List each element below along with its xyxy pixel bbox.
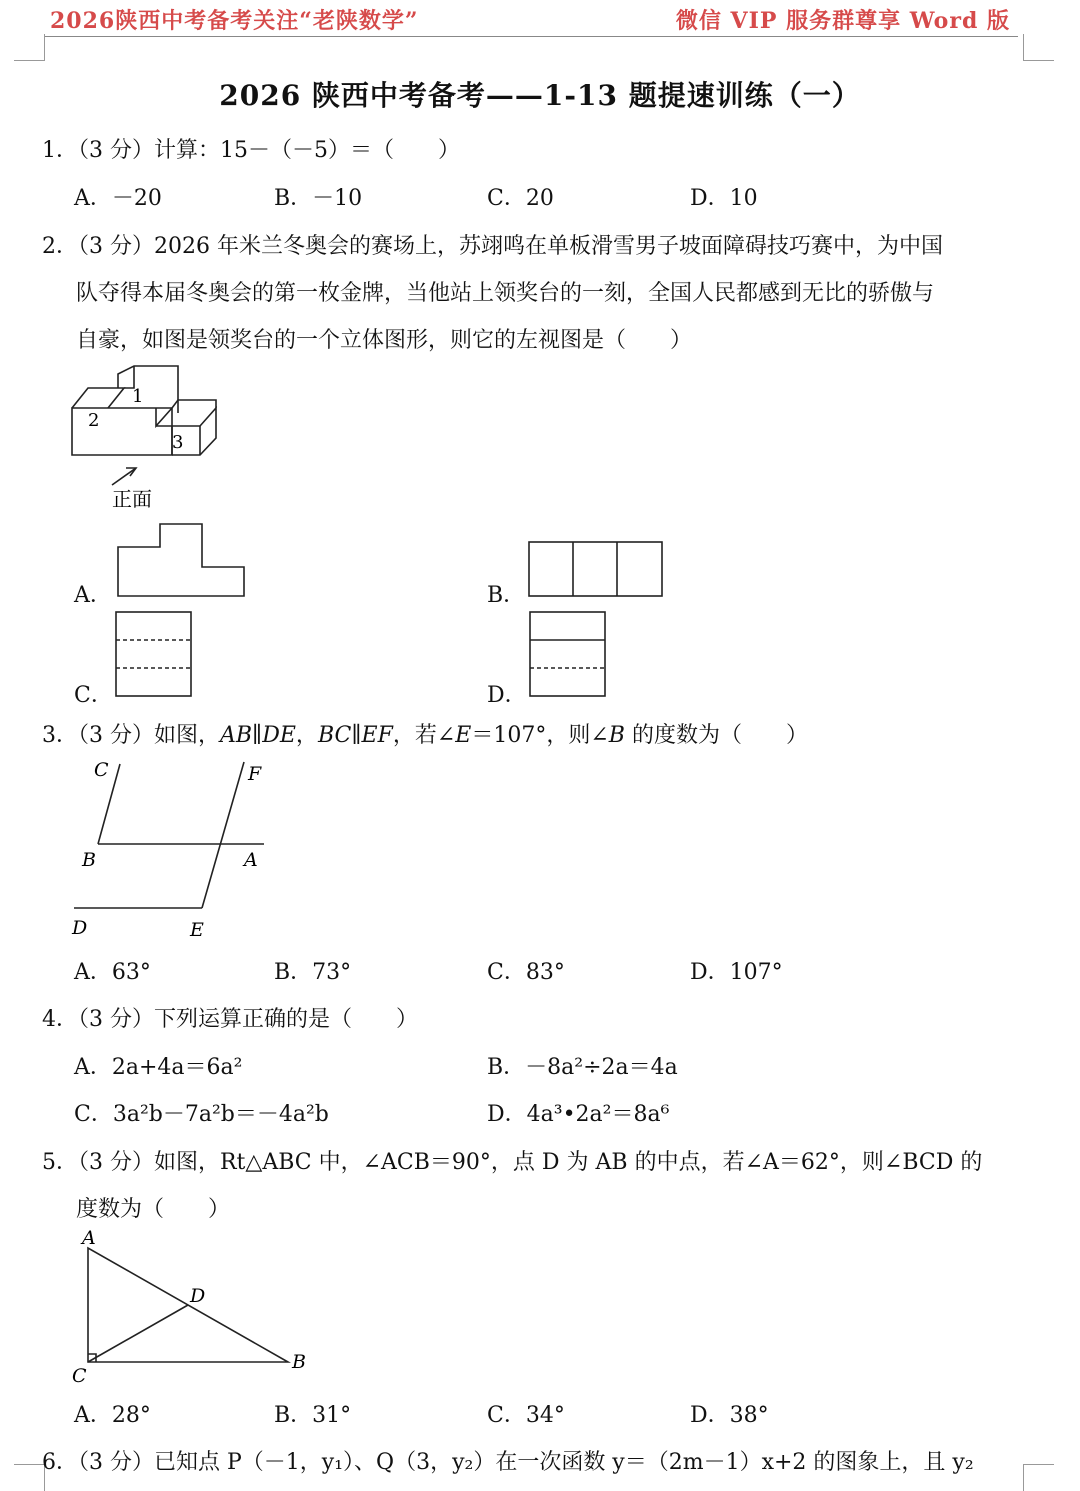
crop-mark-bottom-left — [14, 1464, 45, 1491]
question-text: （3 分）计算：15－（－5）＝（ ） — [78, 138, 460, 163]
podium-label-1: 1 — [132, 386, 144, 407]
podium-front — [72, 408, 172, 455]
crop-mark-bottom-right — [1023, 1464, 1054, 1491]
condition-bc-ef: BC∥EF — [317, 723, 393, 748]
question-text: （3 分）2026 年米兰冬奥会的赛场上，苏翊鸣在单板滑雪男子坡面障碍技巧赛中，为中国 — [78, 234, 943, 259]
question-2-line-3: 自豪，如图是领奖台的一个立体图形，则它的左视图是（ ） — [76, 328, 693, 353]
header-right-text: 微信 VIP 服务群尊享 Word 版 — [675, 8, 1010, 34]
label-d: D — [72, 917, 88, 939]
question-2-line-1 — [42, 229, 943, 260]
front-label: 正面 — [112, 487, 152, 511]
podium-figure — [60, 360, 230, 520]
header-rule — [44, 36, 1018, 37]
question-3 — [42, 718, 808, 749]
question-text: 的度数为（ ） — [624, 723, 808, 748]
question-number: 3． — [42, 723, 78, 748]
question-6 — [42, 1445, 974, 1476]
podium-label-2: 2 — [88, 410, 100, 431]
question-4 — [42, 1002, 418, 1033]
label-b: B — [292, 1351, 306, 1373]
angle-var: E — [455, 723, 472, 748]
q4-option-b: B．－8a²÷2a＝4a — [487, 1055, 678, 1080]
q2-option-b-label: B． — [487, 583, 526, 608]
q3-option-a: A．63° — [74, 960, 151, 985]
segment-ef — [202, 762, 244, 908]
label-f: F — [248, 763, 262, 785]
angle-var: B — [608, 723, 625, 748]
q2-option-c-figure — [115, 611, 193, 697]
q3-option-c: C．83° — [487, 960, 565, 985]
label-c: C — [72, 1365, 87, 1387]
q4-option-c: C．3a²b－7a²b＝－4a²b — [74, 1102, 329, 1127]
question-text: （3 分）已知点 P（－1，y₁）、Q（3，y₂）在一次函数 y＝（2m－1）x+2 的图象上，且 y₂ — [78, 1450, 974, 1475]
question-number: 4． — [42, 1007, 78, 1032]
q3-option-d: D．107° — [690, 960, 783, 985]
q2-option-d-label: D． — [487, 683, 527, 708]
podium-edge — [156, 408, 172, 426]
parallel-lines-figure — [62, 756, 272, 946]
q2-option-b-figure — [528, 541, 664, 599]
q2-option-d-figure — [529, 611, 607, 697]
question-number: 1． — [42, 138, 78, 163]
front-arrow — [112, 468, 136, 485]
question-text: （3 分）下列运算正确的是（ ） — [78, 1007, 418, 1032]
separator: ， — [295, 723, 318, 748]
podium-label-3: 3 — [172, 432, 184, 453]
crop-mark-top-right — [1023, 34, 1054, 61]
page-title: 2026 陕西中考备考——1-13 题提速训练（一） — [219, 79, 861, 112]
q5-option-c: C．34° — [487, 1403, 565, 1428]
q2-option-a-label: A． — [74, 583, 112, 608]
q5-option-b: B．31° — [274, 1403, 352, 1428]
q1-option-b: B．－10 — [274, 186, 363, 211]
q1-option-c: C．20 — [487, 186, 554, 211]
podium-center-top — [118, 366, 178, 413]
question-2-line-2: 队夺得本届冬奥会的第一枚金牌，当他站上领奖台的一刻，全国人民都感到无比的骄傲与 — [76, 281, 935, 306]
q5-option-d: D．38° — [690, 1403, 769, 1428]
label-c: C — [94, 759, 109, 781]
question-5-line-1 — [42, 1145, 982, 1176]
q5-option-a: A．28° — [74, 1403, 151, 1428]
q3-option-b: B．73° — [274, 960, 352, 985]
question-1 — [42, 133, 460, 164]
question-number: 2． — [42, 234, 78, 259]
q1-option-a: A．－20 — [74, 186, 162, 211]
podium-left-top — [72, 388, 124, 408]
label-a: A — [244, 849, 258, 871]
right-triangle-figure — [66, 1226, 326, 1390]
question-text: ，若∠ — [392, 723, 456, 748]
crop-mark-top-left — [14, 34, 45, 61]
label-b: B — [82, 849, 96, 871]
label-e: E — [190, 919, 204, 941]
q4-option-d: D．4a³•2a²＝8a⁶ — [487, 1102, 670, 1127]
question-number: 5． — [42, 1150, 78, 1175]
q2-option-c-label: C． — [74, 683, 113, 708]
header-left-text: 2026陕西中考备考关注“老陕数学” — [50, 8, 419, 34]
q2-option-a-figure — [116, 522, 246, 598]
label-d: D — [190, 1285, 206, 1307]
question-text: ＝107°，则∠ — [471, 723, 609, 748]
q4-option-a: A．2a+4a＝6a² — [74, 1055, 243, 1080]
question-text: （3 分）如图， — [78, 723, 220, 748]
median-cd — [88, 1305, 188, 1362]
label-a: A — [82, 1227, 96, 1249]
question-5-line-2: 度数为（ ） — [76, 1197, 231, 1222]
question-text: （3 分）如图，Rt△ABC 中，∠ACB＝90°，点 D 为 AB 的中点，若∠A＝62°，则∠BCD 的 — [78, 1150, 983, 1175]
question-number: 6． — [42, 1450, 78, 1475]
q1-option-d: D．10 — [690, 186, 758, 211]
condition-ab-de: AB∥DE — [220, 723, 296, 748]
